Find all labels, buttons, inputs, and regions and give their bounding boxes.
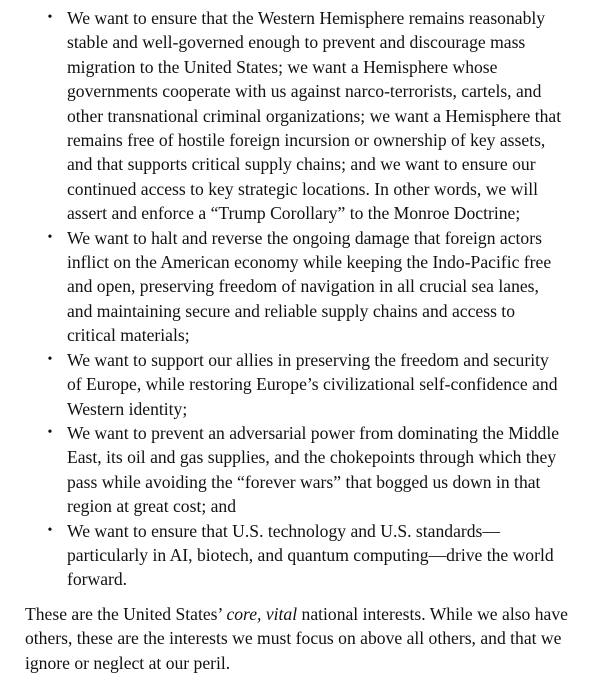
- list-item: [47, 519, 567, 592]
- list-item: [47, 421, 567, 519]
- list-item: [47, 226, 567, 348]
- list-item-text: We want to halt and reverse the ongoing damage that foreign actors inflict on the American economy while keeping the Indo-Pacific free and open, preserving freedom of navigation in all crucial sea lanes, and maintaining secure and reliable supply chains and access to critical materials;: [67, 227, 552, 346]
- closing-text-after: national interests. While we also have others, these are the interests we must focus on above all others, and that we ignore or neglect at our peril.: [25, 603, 568, 673]
- list-item-text: We want to support our allies in preserving the freedom and security of Europe, while restoring Europe’s civilizational self-confidence and Western identity;: [67, 349, 558, 419]
- bullet-icon: •: [47, 351, 53, 367]
- bullet-icon: •: [47, 10, 53, 25]
- bullet-icon: •: [47, 229, 53, 245]
- closing-text-before: These are the United States’: [25, 603, 227, 624]
- interests-list: [0, 6, 567, 592]
- list-item-text: We want to ensure that the Western Hemisphere remains reasonably stable and well-governed enough to prevent and discourage mass migration to the United States; we want a Hemisphere whose governments cooperate with us against narco-terrorists, cartels, and other transnational criminal organizations; we want a Hemisphere that remains free of hostile foreign incursion or ownership of key assets, and that supports critical supply chains; and we want to ensure our continued access to key strategic locations. In other words, we will assert and enforce a “Trump Corollary” to the Monroe Doctrine;: [67, 8, 562, 224]
- closing-emphasis: core, vital: [226, 603, 298, 624]
- bullet-icon: •: [47, 424, 53, 440]
- closing-paragraph: [25, 602, 585, 675]
- bullet-icon: •: [47, 522, 53, 538]
- list-item: [47, 348, 567, 421]
- list-item-text: We want to ensure that U.S. technology and U.S. standards—particularly in AI, biotech, and quantum computing—drive the world forward.: [67, 520, 554, 590]
- list-item-text: We want to prevent an adversarial power from dominating the Middle East, its oil and gas supplies, and the chokepoints through which they pass while avoiding the “forever wars” that bogged us down in that region at great cost; and: [67, 422, 560, 517]
- list-item: [47, 6, 567, 226]
